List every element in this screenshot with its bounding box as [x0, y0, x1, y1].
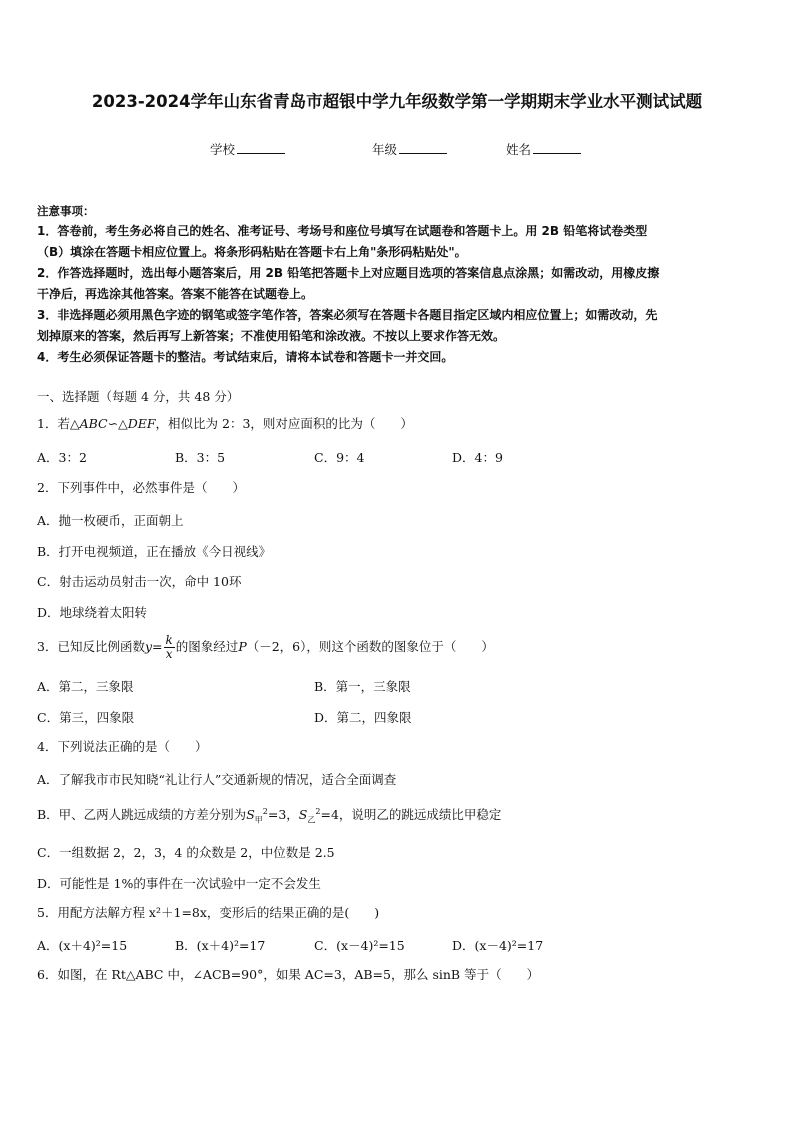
- school-blank[interactable]: [237, 141, 285, 154]
- q3-p: P: [238, 639, 247, 654]
- q5-option-a[interactable]: A．(x＋4)²=15: [37, 938, 128, 953]
- question-1: [37, 416, 413, 432]
- grade-field[interactable]: [372, 140, 447, 158]
- q3-mid: 的图象经过: [175, 639, 239, 654]
- q4-optb-s1: S: [246, 807, 255, 822]
- q4-optb-sub1: 甲: [254, 815, 263, 825]
- q5-option-c[interactable]: C．(x－4)²=15: [314, 938, 405, 953]
- q2-option-a[interactable]: A．抛一枚硬币，正面朝上: [37, 513, 184, 528]
- notice-line-6: 划掉原来的答案，然后再写上新答案；不准使用铅笔和涂改液。不按以上要求作答无效。: [37, 329, 506, 343]
- q3-denominator: x: [165, 647, 173, 661]
- q3-pre: 3．已知反比例函数: [37, 639, 145, 654]
- q5-option-d[interactable]: D．(x－4)²=17: [452, 938, 544, 953]
- name-blank[interactable]: [533, 141, 581, 154]
- q2-option-b[interactable]: B．打开电视频道，正在播放《今日视线》: [37, 544, 272, 559]
- q1-abc: ABC: [79, 416, 108, 431]
- q4-optb-post: =4，说明乙的跳远成绩比甲稳定: [320, 807, 502, 822]
- q1-option-d[interactable]: D．4：9: [452, 450, 503, 465]
- q1-option-a[interactable]: A．3：2: [37, 450, 87, 465]
- question-4: 4．下列说法正确的是（ ）: [37, 739, 208, 754]
- question-6: 6．如图，在 Rt△ABC 中，∠ACB=90°，如果 AC=3，AB=5，那么 sinB 等于（ ）: [37, 967, 540, 982]
- notice-heading: 注意事项：: [37, 204, 95, 218]
- school-label: 学校: [210, 142, 236, 157]
- q3-eq: =: [152, 639, 163, 654]
- q4-option-a[interactable]: A．了解我市市民知晓“礼让行人”交通新规的情况，适合全面调查: [37, 772, 397, 787]
- q1-pre: 1．若△: [37, 416, 80, 431]
- name-label: 姓名: [506, 142, 532, 157]
- notice-line-2: （B）填涂在答题卡相应位置上。将条形码粘贴在答题卡右上角"条形码粘贴处"。: [37, 245, 467, 259]
- notice-line-3: 2．作答选择题时，选出每小题答案后，用 2B 铅笔把答题卡上对应题目选项的答案信息点涂黑；如需改动，用橡皮擦: [37, 266, 660, 280]
- q4-option-c[interactable]: C．一组数据 2，2，3，4 的众数是 2，中位数是 2.5: [37, 845, 335, 860]
- notice-line-1: 1．答卷前，考生务必将自己的姓名、准考证号、考场号和座位号填写在试题卷和答题卡上。用 2B 铅笔将试卷类型: [37, 224, 648, 238]
- q3-option-d[interactable]: D．第二，四象限: [314, 710, 412, 725]
- section-heading: 一、选择题（每题 4 分，共 48 分）: [37, 389, 240, 404]
- q1-option-b[interactable]: B．3：5: [175, 450, 226, 465]
- name-field[interactable]: [506, 140, 581, 158]
- q3-fraction: [164, 634, 175, 661]
- notice-line-4: 干净后，再选涂其他答案。答案不能答在试题卷上。: [37, 287, 314, 301]
- q2-option-d[interactable]: D．地球绕着太阳转: [37, 605, 148, 620]
- notice-line-7: 4．考生必须保证答题卡的整洁。考试结束后，请将本试卷和答题卡一并交回。: [37, 350, 454, 364]
- notice-line-5: 3．非选择题必须用黑色字迹的钢笔或签字笔作答，答案必须写在答题卡各题目指定区域内相应位置上；如需改动，先: [37, 308, 658, 322]
- q1-post: ，相似比为 2：3，则对应面积的比为（ ）: [155, 416, 413, 431]
- q4-optb-sup1: 2: [262, 806, 268, 816]
- q3-post: （－2，6），则这个函数的图象位于（ ）: [246, 639, 494, 654]
- page-title: 2023-2024学年山东省青岛市超银中学九年级数学第一学期期末学业水平测试试题: [91, 92, 703, 111]
- q3-option-b[interactable]: B．第一，三象限: [314, 679, 411, 694]
- q2-option-c[interactable]: C．射击运动员射击一次，命中 10环: [37, 574, 242, 589]
- q3-y: y: [144, 639, 153, 654]
- question-3: [37, 632, 494, 662]
- school-field[interactable]: [210, 140, 285, 158]
- q4-optb-mid: =3，: [267, 807, 299, 822]
- q1-def: DEF: [127, 416, 156, 431]
- q4-optb-sup2: 2: [315, 806, 321, 816]
- q4-optb-s2: S: [298, 807, 308, 822]
- grade-blank[interactable]: [399, 141, 447, 154]
- question-5: 5．用配方法解方程 x²＋1=8x，变形后的结果正确的是( ): [37, 905, 380, 920]
- q1-sim: ∽△: [107, 416, 128, 431]
- q5-option-b[interactable]: B．(x＋4)²=17: [175, 938, 266, 953]
- q4-option-d[interactable]: D．可能性是 1%的事件在一次试验中一定不会发生: [37, 876, 321, 891]
- grade-label: 年级: [372, 142, 398, 157]
- question-2: 2．下列事件中，必然事件是（ ）: [37, 480, 245, 495]
- q4-option-b[interactable]: [37, 805, 501, 826]
- q3-numerator: k: [165, 633, 173, 647]
- q3-option-a[interactable]: A．第二，三象限: [37, 679, 134, 694]
- q1-option-c[interactable]: C．9：4: [314, 450, 365, 465]
- q4-optb-pre: B．甲、乙两人跳远成绩的方差分别为: [37, 807, 247, 822]
- q4-optb-sub2: 乙: [307, 815, 316, 825]
- q3-option-c[interactable]: C．第三，四象限: [37, 710, 135, 725]
